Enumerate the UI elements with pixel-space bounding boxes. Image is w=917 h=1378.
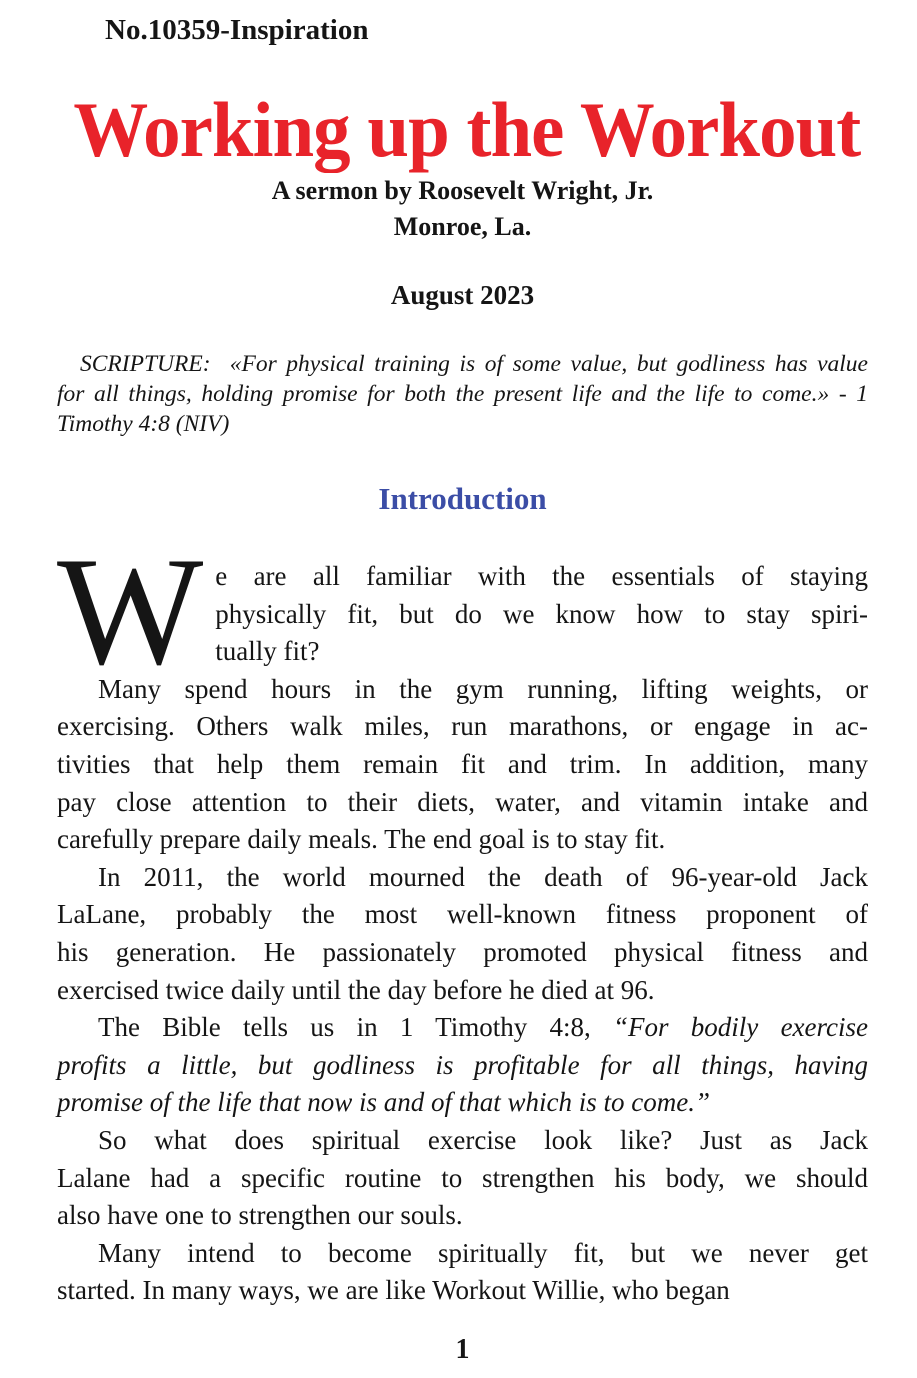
text-line	[57, 896, 868, 934]
text-segment: for all things, holding promise for both the present life and the life to come.» - 1	[57, 381, 868, 407]
byline: A sermon by Roosevelt Wright, Jr.	[271, 176, 654, 205]
text-line	[57, 821, 868, 859]
title-block	[57, 86, 868, 173]
text-line	[57, 1122, 868, 1160]
text-segment: “For bodily exercise	[613, 1012, 869, 1043]
paragraph	[57, 859, 868, 1009]
text-segment: e are all familiar with the essentials of staying	[215, 561, 868, 591]
text-segment: Many intend to become spiritually fit, but we never get	[98, 1237, 868, 1268]
paragraph	[57, 671, 868, 859]
text-segment: In 2011, the world mourned the death of 96-year-old Jack	[98, 861, 868, 892]
text-line	[57, 379, 868, 409]
text-segment: exercised twice daily until the day before he died at 96.	[57, 974, 655, 1005]
text-line	[57, 934, 868, 972]
text-segment: his generation. He passionately promoted physical fitness and	[57, 936, 868, 967]
text-segment: The Bible tells us in 1 Timothy 4:8,	[98, 1012, 614, 1043]
paragraph	[57, 1009, 868, 1122]
text-line	[57, 708, 868, 746]
text-line	[57, 1047, 868, 1085]
text-line	[57, 1272, 868, 1310]
text-segment: exercising. Others walk miles, run marathons, or engage in ac-	[57, 711, 868, 742]
text-line	[57, 859, 868, 897]
document-number: No.10359-Inspiration	[105, 14, 369, 46]
text-segment: LaLane, probably the most well-known fitness proponent of	[57, 899, 868, 930]
text-segment: physically fit, but do we know how to stay spiri-	[215, 598, 868, 629]
text-line	[57, 746, 868, 784]
text-line	[57, 784, 868, 822]
page-number: 1	[455, 1333, 470, 1365]
text-line	[57, 1197, 868, 1235]
text-segment: tivities that help them remain fit and trim. In addition, many	[57, 748, 868, 779]
text-line	[57, 1084, 868, 1122]
text-line	[57, 1009, 868, 1047]
text-segment: Many spend hours in the gym running, lifting weights, or	[98, 673, 868, 704]
paragraph	[57, 1235, 868, 1310]
date-line: August 2023	[390, 280, 535, 310]
text-segment: So what does spiritual exercise look like? Just as Jack	[98, 1124, 868, 1155]
text-segment: tually fit?	[215, 636, 320, 667]
text-line	[57, 409, 868, 439]
drop-cap: W	[57, 525, 204, 697]
text-segment: profits a little, but godliness is profitable for all things, having	[57, 1049, 868, 1080]
text-segment: started. In many ways, we are like Workout Willie, who began	[57, 1275, 730, 1306]
text-line	[57, 1160, 868, 1198]
introduction-heading: Introduction	[378, 481, 547, 516]
text-segment: carefully prepare daily meals. The end goal is to stay fit.	[57, 824, 666, 855]
text-segment: Lalane had a specific routine to strengthen his body, we should	[57, 1162, 868, 1193]
text-line	[57, 349, 868, 379]
text-line	[57, 1235, 868, 1273]
text-segment: SCRIPTURE: «For physical training is of some value, but godliness has value	[80, 351, 868, 377]
text-line	[57, 671, 868, 709]
paragraph	[57, 349, 868, 439]
paragraph	[57, 1122, 868, 1235]
byline-location: Monroe, La.	[393, 212, 532, 241]
scripture-block	[57, 349, 868, 439]
text-segment: Timothy 4:8 (NIV)	[57, 411, 230, 437]
page-title: Working up the Workout	[73, 86, 861, 173]
text-line	[57, 972, 868, 1010]
body-text	[57, 525, 869, 1310]
text-segment: also have one to strengthen our souls.	[57, 1200, 463, 1231]
text-segment: pay close attention to their diets, water, and vitamin intake and	[57, 786, 868, 817]
text-segment: promise of the life that now is and of that which is to come.”	[57, 1087, 710, 1118]
